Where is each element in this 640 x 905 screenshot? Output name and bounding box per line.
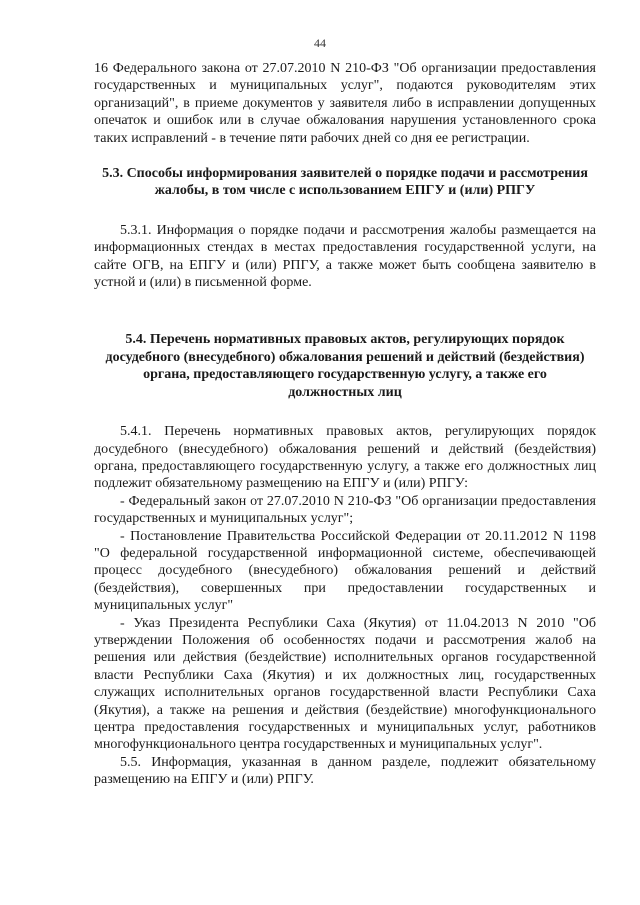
section-heading-5-4: 5.4. Перечень нормативных правовых актов, регулирующих порядок досудебного (внесудебного) обжалования решений и действий (бездействия) органа, предоставляющего государственную услугу, а также его должностных лиц xyxy=(105,332,585,400)
spacer xyxy=(94,291,596,331)
page-number: 44 xyxy=(314,36,326,50)
spacer xyxy=(94,401,596,423)
page-content xyxy=(94,60,596,789)
paragraph-5-4-1: 5.4.1. Перечень нормативных правовых актов, регулирующих порядок досудебного (внесудебного) обжалования решений и действий (бездействия) органа, предоставляющего государственную услугу, а также его должностных лиц подлежит обязательному размещению на ЕПГУ и (или) РПГУ: xyxy=(94,424,596,492)
paragraph-5-3-1: 5.3.1. Информация о порядке подачи и рассмотрения жалобы размещается на информационных стендах в местах предоставления государственной услуги, на сайте ОГВ, на ЕПГУ и (или) РПГУ, а также может быть сообщена заявителю в устной и (или) в письменной форме. xyxy=(94,222,596,291)
list-item-presidential-decree: - Указ Президента Республики Саха (Якутия) от 11.04.2013 N 2010 "Об утверждении Положения об особенностях подачи и рассмотрения жалоб на решения или действия (бездействие) исполнительных органов государственной власти Республики Саха (Якутия) и их должностных лиц, государственных служащих исполнительных органов государственной власти Республики Саха (Якутия), а также на решения и действия (бездействие) многофункционального центра предоставления государственных и муниципальных услуг, работников многофункционального центра государственных и муниципальных услуг". xyxy=(94,615,596,753)
intro-paragraph: 16 Федерального закона от 27.07.2010 N 210-ФЗ "Об организации предоставления государственных и муниципальных услуг", подаются руководителям этих организаций", в приеме документов у заявителя либо в исправлении допущенных опечаток и ошибок или в случае обжалования нарушения установленного срока таких исправлений - в течение пяти рабочих дней со дня ее регистрации. xyxy=(94,61,596,146)
spacer xyxy=(94,147,596,165)
section-heading-5-3: 5.3. Способы информирования заявителей о порядке подачи и рассмотрения жалобы, в том числе с использованием ЕПГУ и (или) РПГУ xyxy=(102,166,588,199)
list-item-government-decree: - Постановление Правительства Российской Федерации от 20.11.2012 N 1198 "О федеральной государственной информационной системе, обеспечивающей процесс досудебного (внесудебного) обжалования решений и действий (бездействия), совершенных при предоставлении государственных и муниципальных услуг" xyxy=(94,528,596,614)
spacer xyxy=(94,200,596,222)
paragraph-5-5: 5.5. Информация, указанная в данном разделе, подлежит обязательному размещению на ЕПГУ и (или) РПГУ. xyxy=(94,754,596,788)
list-item-federal-law: - Федеральный закон от 27.07.2010 N 210-ФЗ "Об организации предоставления государственных и муниципальных услуг"; xyxy=(94,493,596,527)
